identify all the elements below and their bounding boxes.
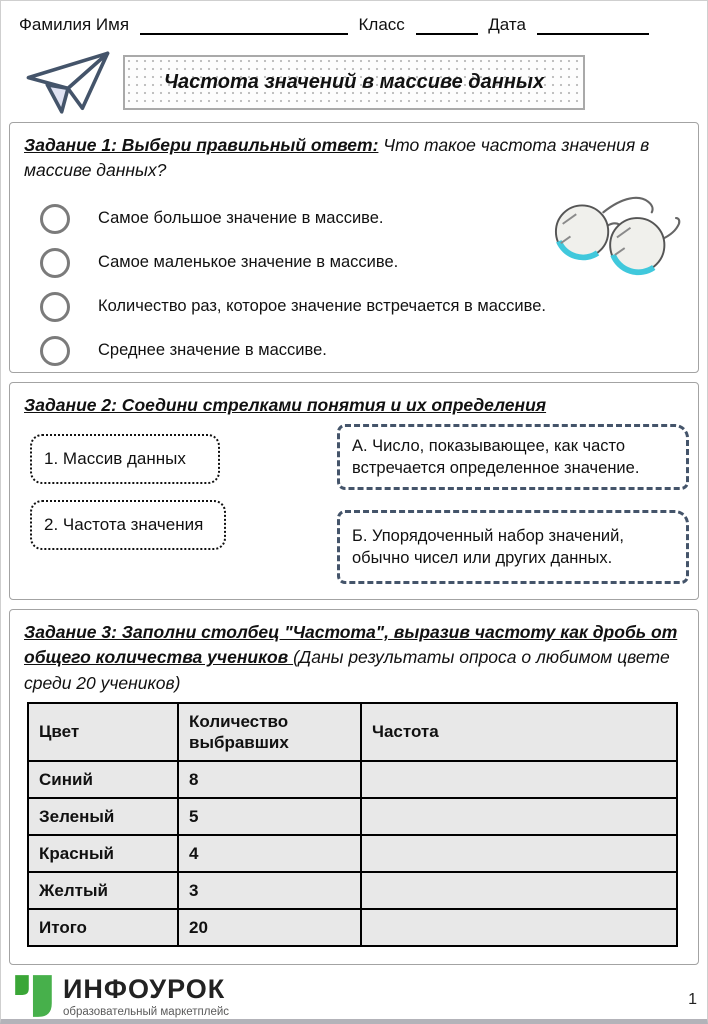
table-row (28, 909, 677, 946)
option-label: Самое большое значение в массиве. (98, 209, 384, 228)
option-row (40, 292, 698, 322)
task3-heading-bold: Задание 3: Заполни столбец "Частота", выразив частоту как дробь от общего количества учеников (24, 622, 678, 668)
frequency-cell[interactable] (361, 761, 677, 798)
color-cell: Красный (28, 835, 178, 872)
option-label: Среднее значение в массиве. (98, 341, 327, 360)
page-number: 1 (688, 991, 697, 1008)
col-header-count: Количество выбравших (178, 703, 361, 761)
logo-subtitle: образовательный маркетплейс (63, 1005, 230, 1018)
col-header-frequency: Частота (361, 703, 677, 761)
worksheet-title-box (123, 55, 585, 110)
task3-heading-note: (Даны результаты опроса о любимом цвете среди 20 учеников) (24, 647, 670, 693)
term-box-frequency[interactable] (30, 500, 226, 550)
header-fillin-row (19, 15, 689, 35)
count-cell: 20 (178, 909, 361, 946)
color-cell: Зеленый (28, 798, 178, 835)
table-row (28, 798, 677, 835)
name-field-line[interactable] (140, 17, 348, 35)
term-box-array[interactable] (30, 434, 220, 484)
date-label: Дата (488, 15, 526, 34)
task1-section (9, 122, 699, 373)
logo-texts (63, 973, 229, 1018)
frequency-cell[interactable] (361, 872, 677, 909)
infourok-logo (13, 973, 229, 1019)
definition-label: А. Число, показывающее, как часто встречается определенное значение. (352, 436, 640, 477)
name-label: Фамилия Имя (19, 15, 130, 34)
count-cell: 4 (178, 835, 361, 872)
class-label: Класс (358, 15, 405, 34)
infourok-logo-icon (13, 973, 55, 1019)
count-cell: 8 (178, 761, 361, 798)
definition-box-b[interactable] (337, 510, 689, 584)
task2-heading-bold: Задание 2: Соедини стрелками понятия и их определения (24, 395, 547, 415)
radio-option-3[interactable] (40, 292, 70, 322)
table-row (28, 761, 677, 798)
term-label: 2. Частота значения (44, 515, 204, 534)
paper-airplane-icon (19, 47, 117, 119)
radio-option-2[interactable] (40, 248, 70, 278)
table-row (28, 872, 677, 909)
task2-section (9, 382, 699, 600)
table-row (28, 835, 677, 872)
frequency-cell[interactable] (361, 798, 677, 835)
task1-heading (24, 133, 684, 184)
term-label: 1. Массив данных (44, 449, 186, 468)
logo-title: ИНФОУРОК (63, 974, 226, 1004)
radio-option-1[interactable] (40, 204, 70, 234)
glasses-icon (546, 189, 684, 281)
task3-section (9, 609, 699, 965)
definition-label: Б. Упорядоченный набор значений, обычно чисел или других данных. (352, 526, 624, 567)
table-header-row (28, 703, 677, 761)
color-cell: Желтый (28, 872, 178, 909)
option-row (40, 336, 698, 366)
worksheet-title: Частота значений в массиве данных (163, 71, 545, 93)
color-cell: Синий (28, 761, 178, 798)
frequency-cell[interactable] (361, 909, 677, 946)
option-label: Количество раз, которое значение встречается в массиве. (98, 297, 546, 316)
task1-heading-question: Что такое частота значения в массиве данных? (24, 135, 650, 181)
color-cell: Итого (28, 909, 178, 946)
task3-heading (24, 620, 684, 696)
task1-heading-bold: Задание 1: Выбери правильный ответ: (24, 135, 379, 155)
option-label: Самое маленькое значение в массиве. (98, 253, 399, 272)
radio-option-4[interactable] (40, 336, 70, 366)
count-cell: 3 (178, 872, 361, 909)
task2-heading (24, 393, 684, 418)
count-cell: 5 (178, 798, 361, 835)
col-header-color: Цвет (28, 703, 178, 761)
class-field-line[interactable] (416, 17, 478, 35)
frequency-cell[interactable] (361, 835, 677, 872)
frequency-table (27, 702, 678, 947)
date-field-line[interactable] (537, 17, 649, 35)
definition-box-a[interactable] (337, 424, 689, 490)
